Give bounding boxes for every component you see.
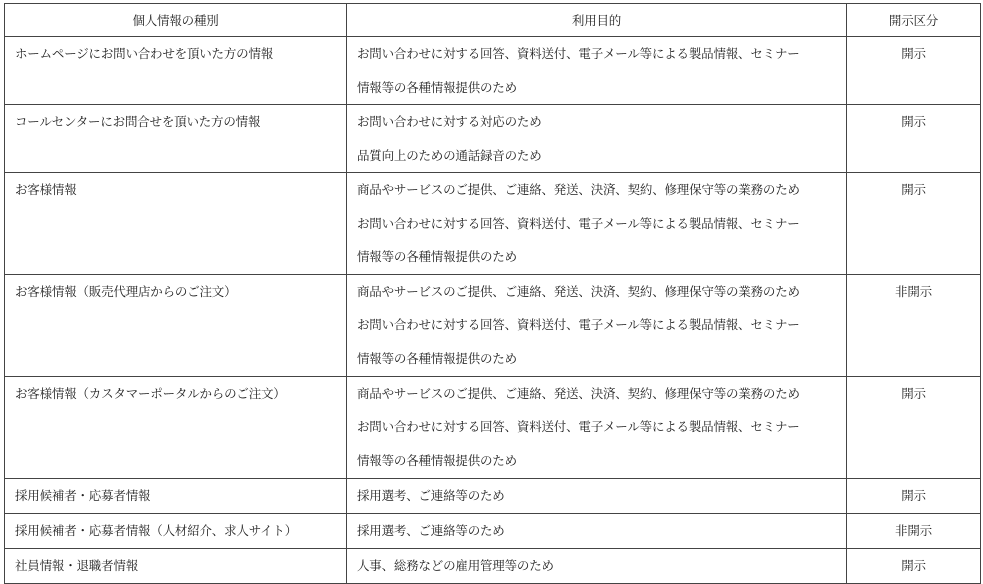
info-type-text: お客様情報（カスタマーポータルからのご注文） [15,385,286,401]
purpose-line: 情報等の各種情報提供のため [357,452,517,468]
info-type-cell [5,376,347,478]
disclosure-text: 開示 [901,557,926,573]
disclosure-cell [847,173,981,275]
disclosure-cell [847,478,981,513]
purpose-line: お問い合わせに対する回答、資料送付、電子メール等による製品情報、セミナー [357,419,800,434]
info-type-cell [5,173,347,275]
purpose-line: 採用選考、ご連絡等のため [357,522,505,538]
disclosure-text: 開示 [901,46,926,61]
disclosure-text: 開示 [901,385,926,401]
disclosure-cell [847,37,981,105]
header-info-type: 個人情報の種別 [5,4,347,37]
purpose-line: 商品やサービスのご提供、ご連絡、発送、決済、契約、修理保守等の業務のため [357,283,800,299]
disclosure-cell [847,274,981,376]
info-type-text: コールセンターにお問合せを頂いた方の情報 [15,114,261,129]
info-type-text: 採用候補者・応募者情報 [15,487,151,503]
disclosure-cell [847,376,981,478]
purpose-line: 人事、総務などの雇用管理等のため [357,557,554,573]
header-disclosure: 開示区分 [847,4,981,37]
purpose-line: お問い合わせに対する対応のため [357,114,542,129]
table-header-row [5,4,981,37]
disclosure-text: 非開示 [895,522,932,538]
disclosure-cell [847,513,981,548]
purpose-cell [347,274,847,376]
purpose-line: 情報等の各種情報提供のため [357,249,517,264]
table-row [5,37,981,105]
info-type-text: ホームページにお問い合わせを頂いた方の情報 [15,46,274,61]
purpose-line: お問い合わせに対する回答、資料送付、電子メール等による製品情報、セミナー [357,215,800,231]
purpose-cell [347,376,847,478]
disclosure-text: 開示 [901,114,926,129]
table-row [5,548,981,583]
purpose-line: お問い合わせに対する回答、資料送付、電子メール等による製品情報、セミナー [357,46,800,61]
table-row [5,513,981,548]
header-purpose: 利用目的 [347,4,847,37]
table-row [5,376,981,478]
purpose-line: 商品やサービスのご提供、ご連絡、発送、決済、契約、修理保守等の業務のため [357,182,800,197]
disclosure-text: 開示 [901,182,926,197]
disclosure-text: 非開示 [895,283,932,299]
purpose-line: お問い合わせに対する回答、資料送付、電子メール等による製品情報、セミナー [357,317,800,332]
purpose-line: 品質向上のための通話録音のため [357,147,542,163]
info-type-cell [5,513,347,548]
purpose-line: 情報等の各種情報提供のため [357,79,517,95]
info-type-cell [5,274,347,376]
info-type-cell [5,478,347,513]
info-type-cell [5,105,347,173]
purpose-cell [347,478,847,513]
info-type-text: お客様情報（販売代理店からのご注文） [15,283,237,299]
info-type-text: お客様情報 [15,182,77,197]
info-type-cell [5,548,347,583]
purpose-cell [347,105,847,173]
disclosure-cell [847,105,981,173]
purpose-line: 採用選考、ご連絡等のため [357,487,505,503]
info-type-text: 社員情報・退職者情報 [15,557,139,573]
purpose-line: 情報等の各種情報提供のため [357,350,517,366]
table-row [5,478,981,513]
disclosure-cell [847,548,981,583]
purpose-line: 商品やサービスのご提供、ご連絡、発送、決済、契約、修理保守等の業務のため [357,385,800,401]
personal-info-table [4,3,981,584]
table-row [5,173,981,275]
purpose-cell [347,37,847,105]
info-type-cell [5,37,347,105]
table-row [5,274,981,376]
info-type-text: 採用候補者・応募者情報（人材紹介、求人サイト） [15,522,298,538]
purpose-cell [347,548,847,583]
table-row [5,105,981,173]
disclosure-text: 開示 [901,487,926,503]
purpose-cell [347,513,847,548]
purpose-cell [347,173,847,275]
